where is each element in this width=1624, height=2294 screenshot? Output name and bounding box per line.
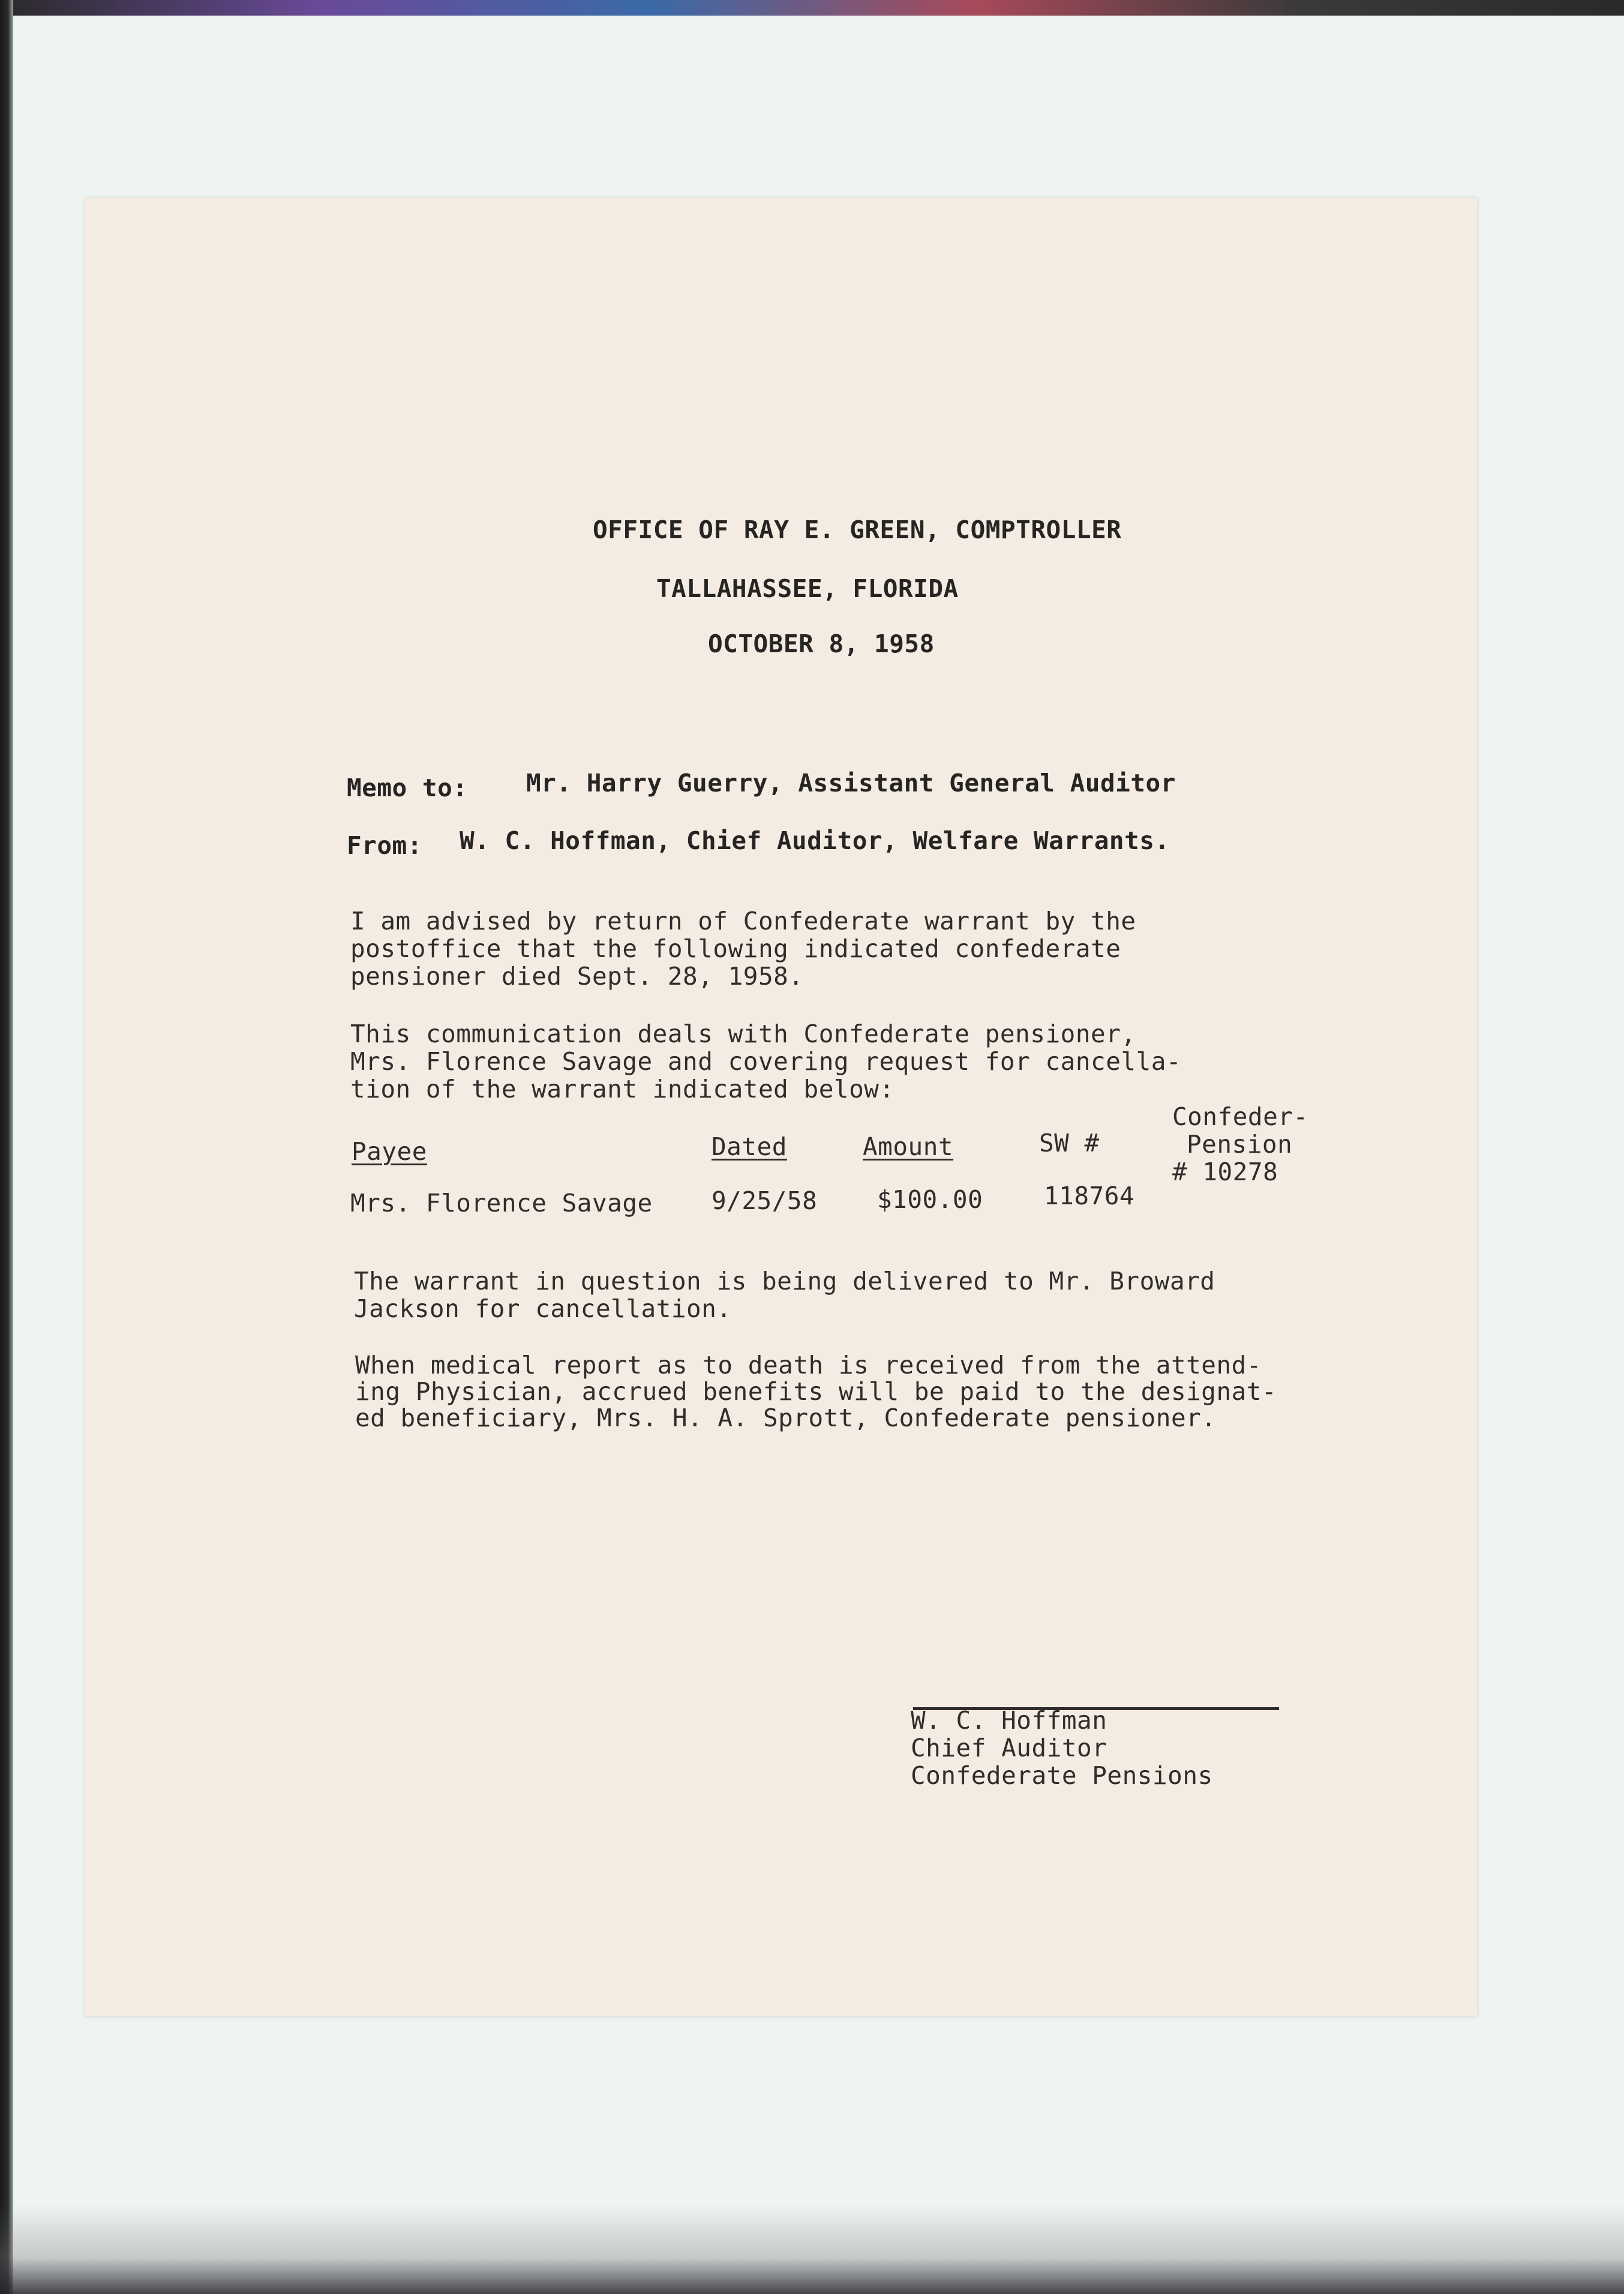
scan-bottom-shadow bbox=[0, 2204, 1624, 2294]
paragraph-4-line-1: When medical report as to death is received from the attend- bbox=[355, 1351, 1262, 1380]
paragraph-4-line-2: ing Physician, accrued benefits will be paid to the designat- bbox=[355, 1377, 1277, 1406]
dated-cell: 9/25/58 bbox=[712, 1186, 818, 1215]
paragraph-4-line-3: ed beneficiary, Mrs. H. A. Sprott, Confederate pensioner. bbox=[355, 1404, 1217, 1432]
amount-header: Amount bbox=[863, 1132, 954, 1161]
paragraph-1-line-3: pensioner died Sept. 28, 1958. bbox=[350, 962, 804, 991]
paragraph-3-line-2: Jackson for cancellation. bbox=[354, 1294, 732, 1323]
paragraph-1-line-1: I am advised by return of Confederate warrant by the bbox=[350, 907, 1136, 935]
signature-title: Chief Auditor bbox=[911, 1734, 1107, 1762]
from-value: W. C. Hoffman, Chief Auditor, Welfare Warrants. bbox=[460, 826, 1170, 855]
paragraph-1-line-2: postoffice that the following indicated confederate bbox=[350, 934, 1121, 963]
from-label: From: bbox=[347, 831, 422, 860]
paragraph-2-line-1: This communication deals with Confederate pensioner, bbox=[350, 1019, 1136, 1048]
city-heading: TALLAHASSEE, FLORIDA bbox=[656, 574, 959, 603]
sw-cell: 118764 bbox=[1044, 1182, 1135, 1210]
paragraph-2-line-2: Mrs. Florence Savage and covering request for cancella- bbox=[350, 1047, 1182, 1076]
office-heading: OFFICE OF RAY E. GREEN, COMPTROLLER bbox=[593, 515, 1122, 544]
memo-to-label: Memo to: bbox=[347, 773, 468, 802]
scan-left-edge bbox=[0, 0, 13, 2294]
pension-header-line-1: Confeder- bbox=[1172, 1102, 1308, 1131]
date-heading: OCTOBER 8, 1958 bbox=[708, 629, 935, 658]
paragraph-3-line-1: The warrant in question is being delivered to Mr. Broward bbox=[354, 1267, 1215, 1296]
amount-cell: $100.00 bbox=[877, 1185, 983, 1214]
payee-header: Payee bbox=[352, 1137, 427, 1166]
payee-cell: Mrs. Florence Savage bbox=[350, 1189, 653, 1218]
memo-page bbox=[85, 198, 1477, 2016]
memo-to-value: Mr. Harry Guerry, Assistant General Auditor bbox=[526, 769, 1176, 797]
signature-name: W. C. Hoffman bbox=[911, 1706, 1107, 1735]
dated-header: Dated bbox=[712, 1132, 787, 1161]
sw-header: SW # bbox=[1039, 1129, 1100, 1158]
scan-top-edge bbox=[0, 0, 1624, 16]
pension-header-line-2: Pension bbox=[1187, 1130, 1293, 1159]
paragraph-2-line-3: tion of the warrant indicated below: bbox=[350, 1075, 894, 1103]
pension-header-line-3: # 10278 bbox=[1172, 1158, 1278, 1186]
signature-department: Confederate Pensions bbox=[911, 1761, 1213, 1790]
